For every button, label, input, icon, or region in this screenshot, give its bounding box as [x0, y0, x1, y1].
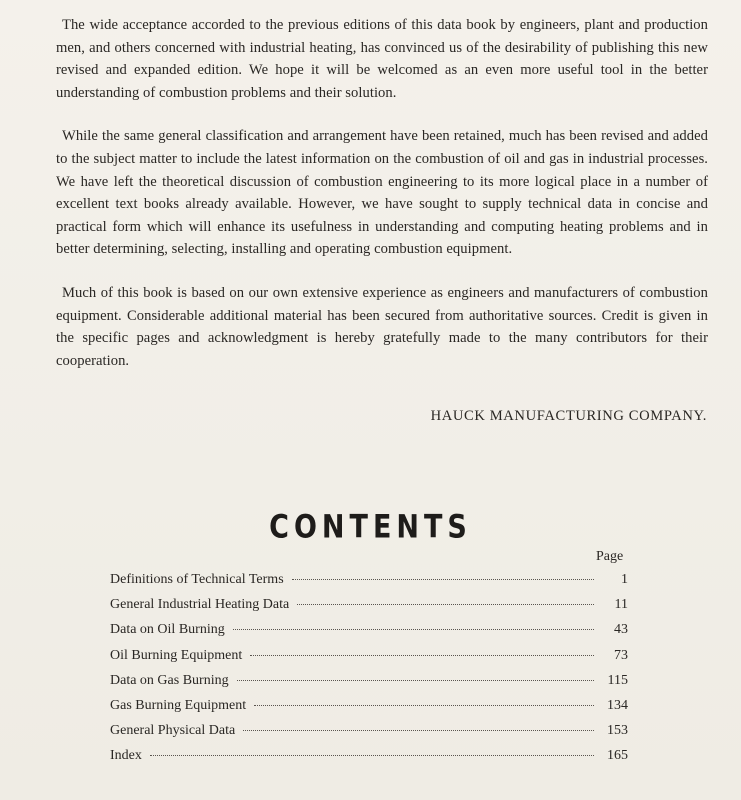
preface — [56, 14, 708, 393]
toc-entry-oil-burning-equipment[interactable] — [110, 648, 628, 673]
dot-leader — [243, 730, 594, 731]
toc-entry-general-heating[interactable] — [110, 597, 628, 622]
toc-entry-page: 73 — [614, 647, 628, 663]
toc-entry-oil-burning-data[interactable] — [110, 622, 628, 647]
preface-paragraph-2: While the same general classification and arrangement have been retained, much has been revised and added to the subject matter to include the latest information on the combustion of oil and gas in industrial processes. We have left the theoretical discussion of combustion engineering to its more logical place in a number of excellent text books already available. However, we have sought to supply technical data in concise and practical form which will enhance its usefulness in understanding and computing heating problems and in better determining, selecting, installing and operating combustion equipment. — [56, 128, 708, 258]
toc-entry-title: Data on Oil Burning — [110, 622, 225, 638]
toc-entry-title: General Physical Data — [110, 723, 236, 739]
dot-leader — [150, 755, 594, 756]
dot-leader — [297, 604, 594, 605]
dot-leader — [254, 705, 594, 706]
toc-entry-page: 1 — [621, 572, 628, 587]
page-column-label: Page — [596, 549, 624, 564]
toc-entry-title: General Industrial Heating Data — [110, 597, 290, 613]
toc-entry-title: Index — [110, 748, 142, 764]
toc-entry-page: 134 — [607, 697, 628, 713]
dot-leader — [233, 629, 594, 630]
toc-entry-title: Gas Burning Equipment — [110, 697, 247, 713]
dot-leader — [292, 579, 594, 580]
toc-entry-gas-burning-data[interactable] — [110, 673, 628, 698]
toc-entry-page: 11 — [614, 597, 628, 613]
toc-entry-title: Definitions of Technical Terms — [110, 572, 284, 587]
toc-entry-title: Data on Gas Burning — [110, 672, 229, 688]
toc-entry-definitions[interactable] — [110, 572, 628, 597]
toc-entry-page: 43 — [614, 622, 628, 638]
dot-leader — [237, 680, 594, 681]
toc-entry-index[interactable] — [110, 748, 628, 773]
toc-entry-physical-data[interactable] — [110, 723, 628, 748]
toc-entry-page: 115 — [607, 672, 628, 688]
table-of-contents — [110, 572, 628, 774]
preface-paragraph-3: Much of this book is based on our own extensive experience as engineers and manufacturers of combustion equipment. Considerable additional material has been secured from authoritative sources. Credit is given in the specific pages and acknowledgment is hereby gratefully made to the many contributors for their cooperation. — [56, 284, 708, 369]
toc-entry-title: Oil Burning Equipment — [110, 647, 243, 663]
toc-entry-gas-burning-equipment[interactable] — [110, 698, 628, 723]
company-signature: HAUCK MANUFACTURING COMPANY. — [430, 408, 707, 424]
toc-entry-page: 165 — [607, 748, 628, 764]
preface-paragraph-1: The wide acceptance accorded to the previous editions of this data book by engineers, plant and production men, and others concerned with industrial heating, has convinced us of the desirability of publishing this new revised and expanded edition. We hope it will be welcomed as an even more useful tool in the better understanding of combustion problems and their solution. — [56, 17, 708, 101]
toc-entry-page: 153 — [607, 723, 628, 739]
contents-heading: CONTENTS — [269, 509, 472, 546]
dot-leader — [250, 655, 594, 656]
